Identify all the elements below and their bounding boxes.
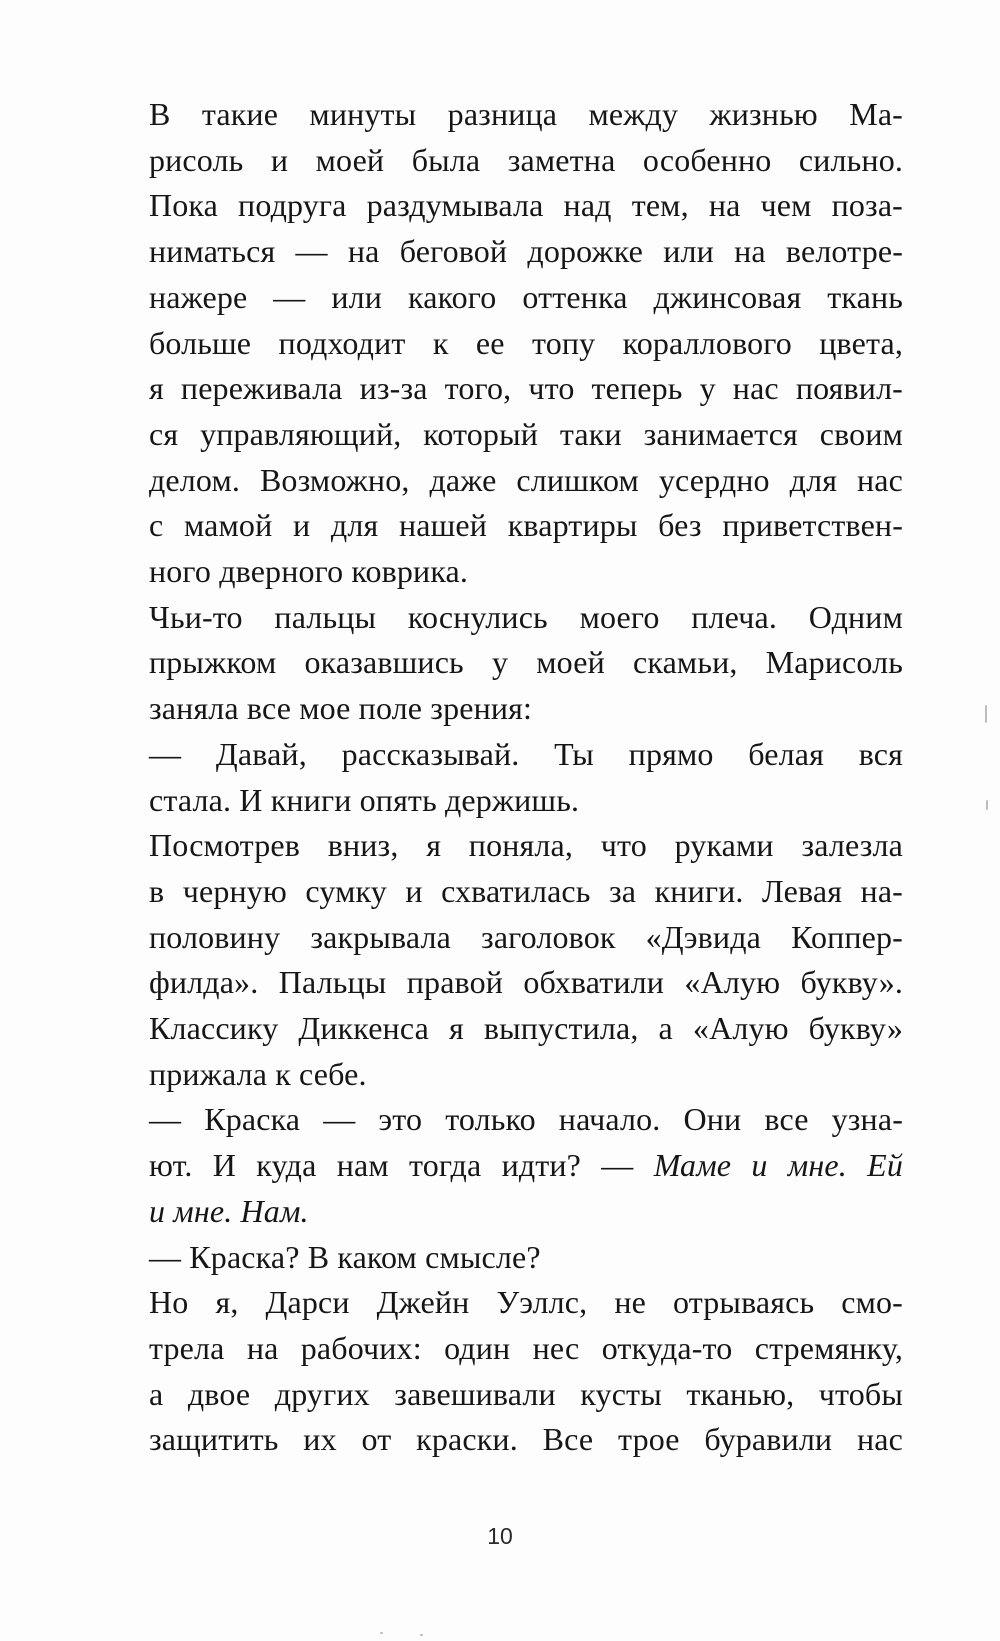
paragraph-3: [103, 823, 903, 1097]
text-line: делом. Возможно, даже слишком усердно для нас: [149, 461, 903, 498]
scan-speck: [986, 800, 988, 810]
dialogue-line-1: [103, 732, 903, 823]
text-line: В такие минуты разница между жизнью Ма-: [149, 96, 903, 132]
text-line: трела на рабочих: один нес откуда-то стремянку,: [149, 1329, 903, 1366]
text-line: прижала к себе.: [149, 1055, 367, 1092]
text-line: ся управляющий, который таки занимается своим: [149, 415, 903, 452]
page-number: 10: [487, 1523, 513, 1549]
text-line: — Краска — это только начало. Они все узна-: [149, 1101, 903, 1138]
paragraph-4: [103, 1280, 903, 1463]
scan-speck: [380, 1632, 383, 1634]
text-line: Посмотрев вниз, я поняла, что руками залезла: [149, 827, 903, 864]
text-line: в черную сумку и схватилась за книги. Левая на-: [149, 872, 903, 909]
text-line-mixed: [103, 1143, 903, 1189]
text-line: ного дверного коврика.: [149, 553, 469, 590]
dialogue-line-3: [103, 1235, 903, 1281]
italic-thought: Маме и мне. Ей: [653, 1147, 903, 1184]
text-line: Но я, Дарси Джейн Уэллс, не отрываясь смо-: [149, 1284, 903, 1321]
text-line: Пока подруга раздумывала над тем, на чем поза-: [149, 187, 903, 224]
text-line: прыжком оказавшись у моей скамьи, Марисоль: [149, 644, 903, 681]
text-line: я переживала из-за того, что теперь у нас появил-: [149, 370, 903, 407]
text-line: нажере — или какого оттенка джинсовая ткань: [149, 278, 903, 315]
text-line: филда». Пальцы правой обхватили «Алую букву».: [149, 964, 903, 1001]
text-line: а двое других завешивали кусты тканью, чтобы: [149, 1375, 903, 1412]
text-line: половину закрывала заголовок «Дэвида Коппер-: [149, 918, 903, 955]
text-line: Чьи-то пальцы коснулись моего плеча. Одним: [149, 598, 903, 635]
text-line: защитить их от краски. Все трое буравили нас: [149, 1421, 903, 1458]
text-line: с мамой и для нашей квартиры без приветствен-: [149, 507, 903, 544]
dialogue-line-2: [103, 1097, 903, 1234]
text-line: ниматься — на беговой дорожке или на велотре-: [149, 233, 903, 270]
text-line: заняла все мое поле зрения:: [149, 690, 533, 727]
scan-speck: [420, 1634, 423, 1636]
text-line: — Давай, рассказывай. Ты прямо белая вся: [149, 735, 903, 772]
text-line: рисоль и моей была заметна особенно сильно.: [149, 141, 903, 178]
paragraph-1: [103, 92, 903, 595]
page-body-text: [103, 92, 903, 1463]
text-line: — Краска? В каком смысле?: [149, 1238, 541, 1275]
text-line: стала. И книги опять держишь.: [149, 781, 580, 818]
scan-speck: [985, 705, 987, 723]
text-line: больше подходит к ее топу кораллового цвета,: [149, 324, 903, 361]
italic-thought-line: и мне. Нам.: [149, 1192, 309, 1229]
text-line: Классику Диккенса я выпустила, а «Алую букву»: [149, 1010, 903, 1047]
text-segment: ют. И куда нам тогда идти? —: [149, 1147, 654, 1184]
paragraph-2: [103, 595, 903, 732]
